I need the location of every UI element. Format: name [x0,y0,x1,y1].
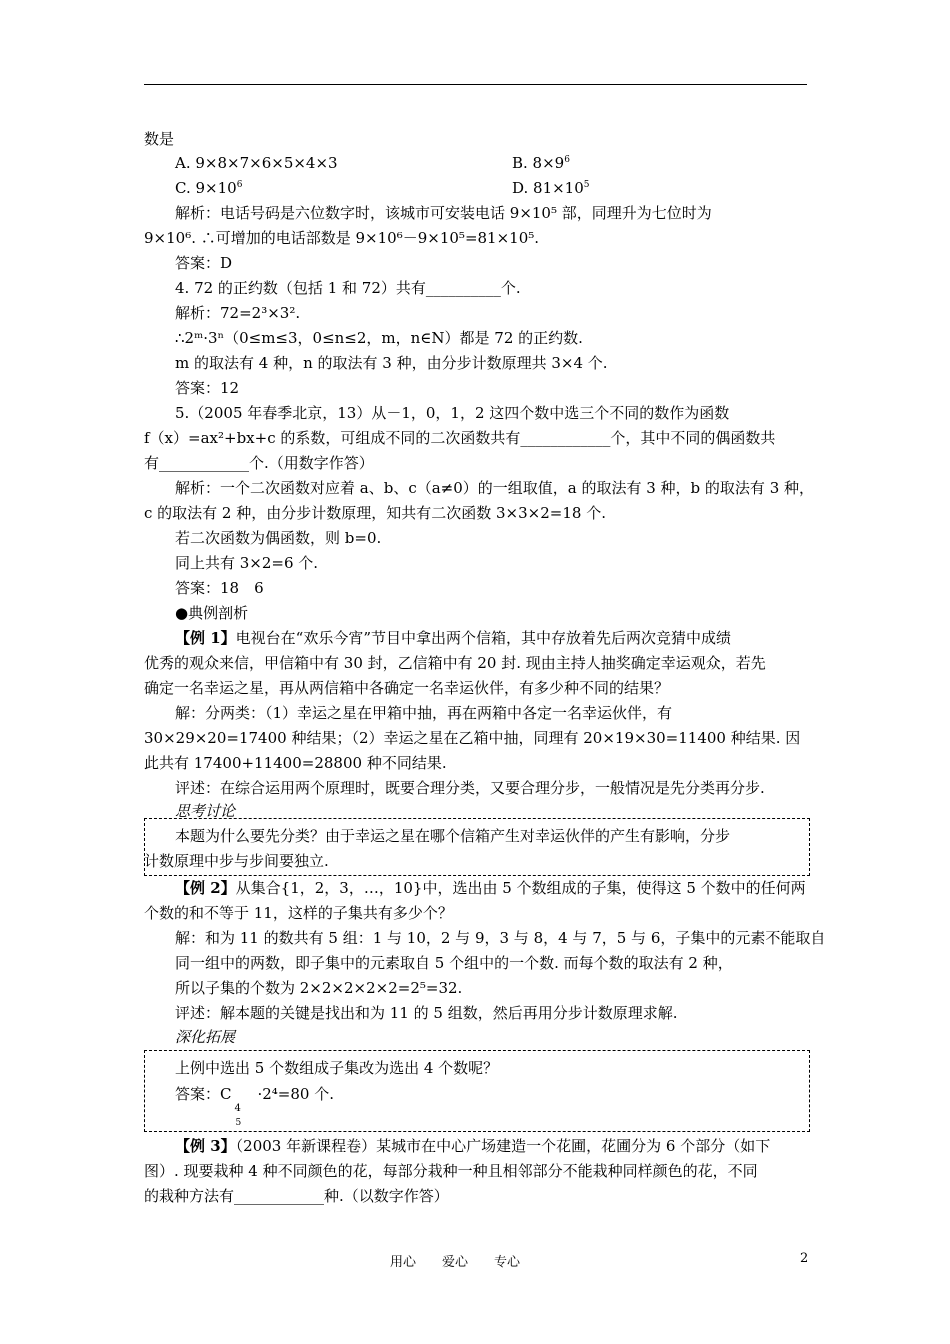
ex1-comment: 评述：在综合运用两个原理时，既要合理分类，又要合理分步，一般情况是先分类再分步. [175,779,765,797]
q3-option-d: D. $81\times 10^5$ [512,179,590,197]
ex1-line2: 优秀的观众来信，甲信箱中有 30 封，乙信箱中有 20 封. 现由主持人抽奖确定幸运观众，若先 [144,654,766,672]
ex3-line2: 图）. 现要栽种 4 种不同颜色的花，每部分栽种一种且相邻部分不能栽种同样颜色的花，不同 [144,1162,758,1180]
ex1-line3: 确定一名幸运之星，再从两信箱中各确定一名幸运伙伴，有多少种不同的结果？ [144,679,670,697]
ex1-solution-line3: 此共有 17400+11400=28800 种不同结果. [144,754,447,772]
think-box-line2: 计数原理中步与步间要独立. [144,852,329,870]
q3-continuation: 数是 [144,130,175,148]
q3-option-c: C. $9\times 10^6$ [175,179,243,197]
q5-analysis-line1: 解析：一个二次函数对应着 a、b、c（a≠0）的一组取值，a 的取法有 3 种，b 的取法有 3 种， [175,479,815,497]
q3-analysis-line1: 解析：电话号码是六位数字时，该城市可安装电话 9×10⁵ 部，同理升为七位时为 [175,204,712,222]
q4-question: 4. 72 的正约数（包括 1 和 72）共有__________个. [175,279,521,297]
ex1-tag: 【例 1】 [175,629,236,647]
q3-analysis-line2: 9×10⁶. ∴可增加的电话部数是 9×10⁶－9×10⁵=81×10⁵. [144,229,540,247]
q4-analysis-line1: 解析：72=2³×3². [175,304,301,322]
q4-answer: 答案：12 [175,379,240,397]
ex2-solution-line1: 解：和为 11 的数共有 5 组：1 与 10，2 与 9，3 与 8，4 与 7，5 与 6，子集中的元素不能取自 [175,929,826,947]
ex3-line3: 的栽种方法有____________种.（以数字作答） [144,1187,449,1205]
ex2-comment: 评述：解本题的关键是找出和为 11 的 5 组数，然后再用分步计数原理求解. [175,1004,678,1022]
q5-analysis-line4: 同上共有 3×2=6 个. [175,554,319,572]
ex3-line1: 【例 3】（2003 年新课程卷）某城市在中心广场建造一个花圃，花圃分为 6 个部分（如下 [175,1137,771,1155]
header-rule [144,84,807,85]
ex2-tag: 【例 2】 [175,879,236,897]
ex2-line1: 【例 2】从集合{1，2，3，…，10}中，选出由 5 个数组成的子集，使得这 5 个数中的任何两 [175,879,806,897]
footer-motto: 用心 爱心 专心 [390,1255,521,1270]
q5-question-line1: 5.（2005 年春季北京，13）从－1，0，1，2 这四个数中选三个不同的数作为函数 [175,404,730,422]
ex1-line1: 【例 1】电视台在“欢乐今宵”节目中拿出两个信箱，其中存放着先后两次竞猜中成绩 [175,629,732,647]
q3-option-a: A. 9×8×7×6×5×4×3 [175,154,338,172]
q3-answer: 答案：D [175,254,233,272]
ex2-line2: 个数的和不等于 11，这样的子集共有多少个？ [144,904,453,922]
q5-analysis-line3: 若二次函数为偶函数，则 b=0. [175,529,382,547]
q5-answer: 答案：18 6 [175,579,264,597]
page-number: 2 [800,1251,809,1266]
think-discuss-heading: 思考讨论 [175,802,236,820]
q4-analysis-line3: m 的取法有 4 种，n 的取法有 3 种，由分步计数原理共 3×4 个. [175,354,608,372]
q3-option-b: B. $8\times 9^6$ [512,154,570,172]
deepen-box-line1: 上例中选出 5 个数组成子集改为选出 4 个数呢？ [175,1059,499,1077]
q5-analysis-line2: c 的取法有 2 种，由分步计数原理，知共有二次函数 3×3×2=18 个. [144,504,606,522]
q4-analysis-line2: ∴2ᵐ·3ⁿ（0≤m≤3，0≤n≤2，m，n∈N）都是 72 的正约数. [175,329,583,347]
ex1-solution-line2: 30×29×20=17400 种结果；（2）幸运之星在乙箱中抽，同理有 20×19×30=11400 种结果. 因 [144,729,801,747]
deepen-heading: 深化拓展 [175,1028,236,1046]
deepen-box-answer: 答案：C 4 5 ·2⁴=80 个. [175,1085,335,1128]
ex2-solution-line3: 所以子集的个数为 2×2×2×2×2=2⁵=32. [175,979,463,997]
ex3-tag: 【例 3】 [175,1137,236,1155]
q5-question-line3: 有____________个.（用数字作答） [144,454,374,472]
think-box-line1: 本题为什么要先分类？由于幸运之星在哪个信箱产生对幸运伙伴的产生有影响，分步 [175,827,731,845]
q5-question-line2: f（x）=ax²+bx+c 的系数，可组成不同的二次函数共有____________个，其中不同的偶函数共 [144,429,776,447]
section-heading: ●典例剖析 [175,604,249,622]
ex1-solution-line1: 解：分两类：（1）幸运之星在甲箱中抽，再在两箱中各定一名幸运伙伴，有 [175,704,673,722]
ex2-solution-line2: 同一组中的两数，即子集中的元素取自 5 个组中的一个数. 而每个数的取法有 2 种， [175,954,733,972]
